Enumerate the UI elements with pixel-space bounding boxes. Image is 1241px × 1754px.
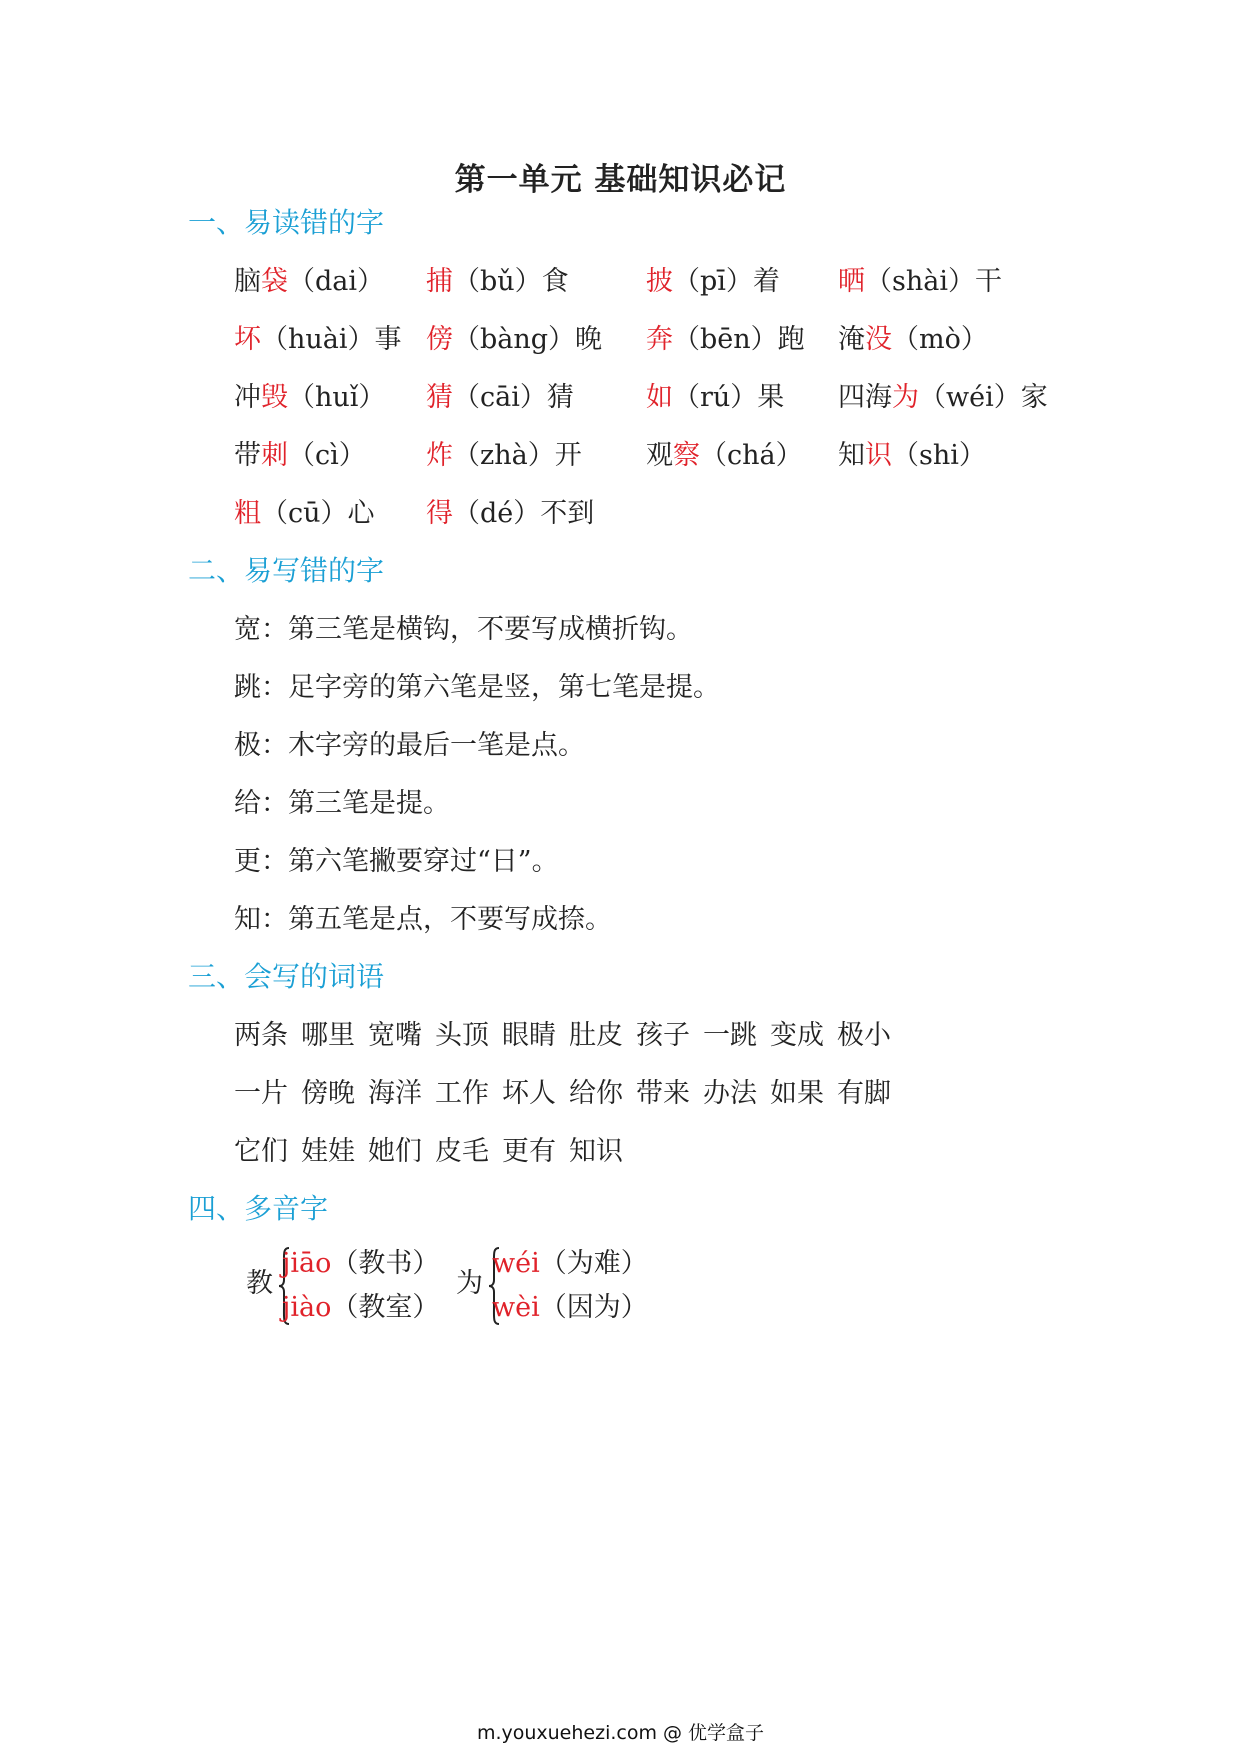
vocabulary-word: 一片 — [234, 1078, 288, 1109]
vocabulary-word: 她们 — [368, 1136, 422, 1167]
misread-pinyin: （chá） — [700, 440, 803, 471]
misread-pinyin: （bàng）晚 — [453, 324, 603, 355]
polyphonic-pinyin: jiào — [282, 1292, 332, 1323]
vocabulary-row — [234, 1072, 904, 1116]
misread-row — [234, 376, 1134, 420]
vocabulary-word: 带来 — [636, 1078, 690, 1109]
misread-highlight-char: 炸 — [426, 440, 453, 471]
misread-highlight-char: 傍 — [426, 324, 453, 355]
vocabulary-word: 坏人 — [502, 1078, 556, 1109]
polyphonic-example-word: （教室） — [331, 1292, 440, 1323]
misread-pinyin: （bēn）跑 — [673, 324, 805, 355]
misread-prefix: 知 — [838, 440, 865, 471]
vocabulary-word: 宽嘴 — [368, 1020, 422, 1051]
vocabulary-word: 海洋 — [368, 1078, 422, 1109]
misread-prefix: 脑 — [234, 266, 261, 297]
misread-pinyin: （zhà）开 — [453, 440, 582, 471]
misread-highlight-char: 坏 — [234, 324, 261, 355]
vocabulary-word: 眼睛 — [502, 1020, 556, 1051]
polyphonic-reading — [282, 1288, 439, 1328]
misread-pinyin: （shài）干 — [865, 266, 1002, 297]
misread-pinyin: （huài）事 — [261, 324, 402, 355]
polyphonic-example-word: （教书） — [331, 1248, 440, 1279]
misread-item — [234, 260, 384, 304]
vocabulary-word: 傍晚 — [301, 1078, 355, 1109]
polyphonic-pinyin: jiāo — [282, 1248, 332, 1279]
misread-item — [646, 376, 784, 420]
miswritten-line: 跳：足字旁的第六笔是竖，第七笔是提。 — [234, 672, 720, 703]
polyphonic-char: 为 — [456, 1268, 483, 1299]
misread-item — [838, 434, 986, 478]
misread-pinyin: （huǐ） — [288, 382, 386, 413]
section-heading-misread: 一、易读错的字 — [188, 206, 385, 239]
polyphonic-reading — [492, 1244, 648, 1284]
polyphonic-example-word: （为难） — [539, 1248, 648, 1279]
misread-item — [426, 318, 602, 362]
misread-pinyin: （dé）不到 — [453, 498, 595, 529]
misread-highlight-char: 刺 — [261, 440, 288, 471]
misread-item — [838, 376, 1048, 420]
polyphonic-pinyin: wèi — [492, 1292, 540, 1323]
misread-item — [426, 492, 594, 536]
vocabulary-word: 孩子 — [636, 1020, 690, 1051]
misread-item — [426, 376, 574, 420]
misread-highlight-char: 粗 — [234, 498, 261, 529]
section-heading-polyphonic: 四、多音字 — [188, 1192, 329, 1225]
misread-pinyin: （dai） — [288, 266, 385, 297]
misread-item — [646, 318, 805, 362]
vocabulary-word: 一跳 — [703, 1020, 757, 1051]
misread-highlight-char: 得 — [426, 498, 453, 529]
misread-prefix: 带 — [234, 440, 261, 471]
misread-highlight-char: 识 — [865, 440, 892, 471]
misread-highlight-char: 捕 — [426, 266, 453, 297]
misread-prefix: 冲 — [234, 382, 261, 413]
misread-row — [234, 492, 1134, 536]
miswritten-line: 极：木字旁的最后一笔是点。 — [234, 730, 585, 761]
miswritten-line: 更：第六笔撇要穿过“日”。 — [234, 846, 559, 877]
misread-pinyin: （mò） — [892, 324, 988, 355]
misread-item — [838, 260, 1002, 304]
vocabulary-row — [234, 1014, 904, 1058]
misread-item — [646, 434, 803, 478]
misread-row — [234, 318, 1134, 362]
misread-highlight-char: 没 — [865, 324, 892, 355]
vocabulary-word: 两条 — [234, 1020, 288, 1051]
vocabulary-word: 如果 — [770, 1078, 824, 1109]
vocabulary-word: 有脚 — [837, 1078, 891, 1109]
polyphonic-reading — [492, 1288, 648, 1328]
vocabulary-word: 它们 — [234, 1136, 288, 1167]
misread-prefix: 观 — [646, 440, 673, 471]
miswritten-line: 知：第五笔是点，不要写成捺。 — [234, 904, 612, 935]
polyphonic-example-word: （因为） — [539, 1292, 648, 1323]
vocabulary-word: 哪里 — [301, 1020, 355, 1051]
misread-highlight-char: 为 — [892, 382, 919, 413]
misread-highlight-char: 袋 — [261, 266, 288, 297]
vocabulary-word: 极小 — [837, 1020, 891, 1051]
misread-prefix: 淹 — [838, 324, 865, 355]
misread-pinyin: （pī）着 — [673, 266, 780, 297]
misread-pinyin: （cì） — [288, 440, 366, 471]
misread-row — [234, 260, 1134, 304]
vocabulary-word: 知识 — [569, 1136, 623, 1167]
misread-item — [838, 318, 988, 362]
vocabulary-word: 皮毛 — [435, 1136, 489, 1167]
vocabulary-row — [234, 1130, 636, 1174]
vocabulary-word: 变成 — [770, 1020, 824, 1051]
misread-item — [234, 434, 366, 478]
misread-item — [234, 318, 402, 362]
misread-highlight-char: 毁 — [261, 382, 288, 413]
misread-highlight-char: 奔 — [646, 324, 673, 355]
misread-pinyin: （cū）心 — [261, 498, 375, 529]
section-heading-miswritten: 二、易写错的字 — [188, 554, 385, 587]
misread-item — [426, 260, 569, 304]
vocabulary-word: 肚皮 — [569, 1020, 623, 1051]
polyphonic-reading — [282, 1244, 439, 1284]
miswritten-line: 宽：第三笔是横钩，不要写成横折钩。 — [234, 614, 693, 645]
section-heading-vocabulary: 三、会写的词语 — [188, 960, 385, 993]
misread-highlight-char: 如 — [646, 382, 673, 413]
misread-pinyin: （cāi）猜 — [453, 382, 574, 413]
misread-item — [426, 434, 582, 478]
vocabulary-word: 办法 — [703, 1078, 757, 1109]
vocabulary-word: 工作 — [435, 1078, 489, 1109]
misread-row — [234, 434, 1134, 478]
misread-highlight-char: 察 — [673, 440, 700, 471]
vocabulary-word: 娃娃 — [301, 1136, 355, 1167]
polyphonic-pinyin: wéi — [492, 1248, 540, 1279]
vocabulary-word: 更有 — [502, 1136, 556, 1167]
misread-pinyin: （shi） — [892, 440, 986, 471]
vocabulary-word: 头顶 — [435, 1020, 489, 1051]
miswritten-line: 给：第三笔是提。 — [234, 788, 450, 819]
page-title: 第一单元 基础知识必记 — [454, 162, 787, 198]
polyphonic-char: 教 — [246, 1268, 273, 1299]
misread-prefix: 四海 — [838, 382, 892, 413]
misread-highlight-char: 猜 — [426, 382, 453, 413]
misread-item — [234, 492, 375, 536]
misread-pinyin: （bǔ）食 — [453, 266, 569, 297]
misread-item — [646, 260, 780, 304]
misread-highlight-char: 披 — [646, 266, 673, 297]
misread-pinyin: （rú）果 — [673, 382, 785, 413]
misread-item — [234, 376, 385, 420]
vocabulary-word: 给你 — [569, 1078, 623, 1109]
misread-pinyin: （wéi）家 — [919, 382, 1048, 413]
misread-highlight-char: 晒 — [838, 266, 865, 297]
footer-source: m.youxuehezi.com @ 优学盒子 — [476, 1722, 765, 1744]
